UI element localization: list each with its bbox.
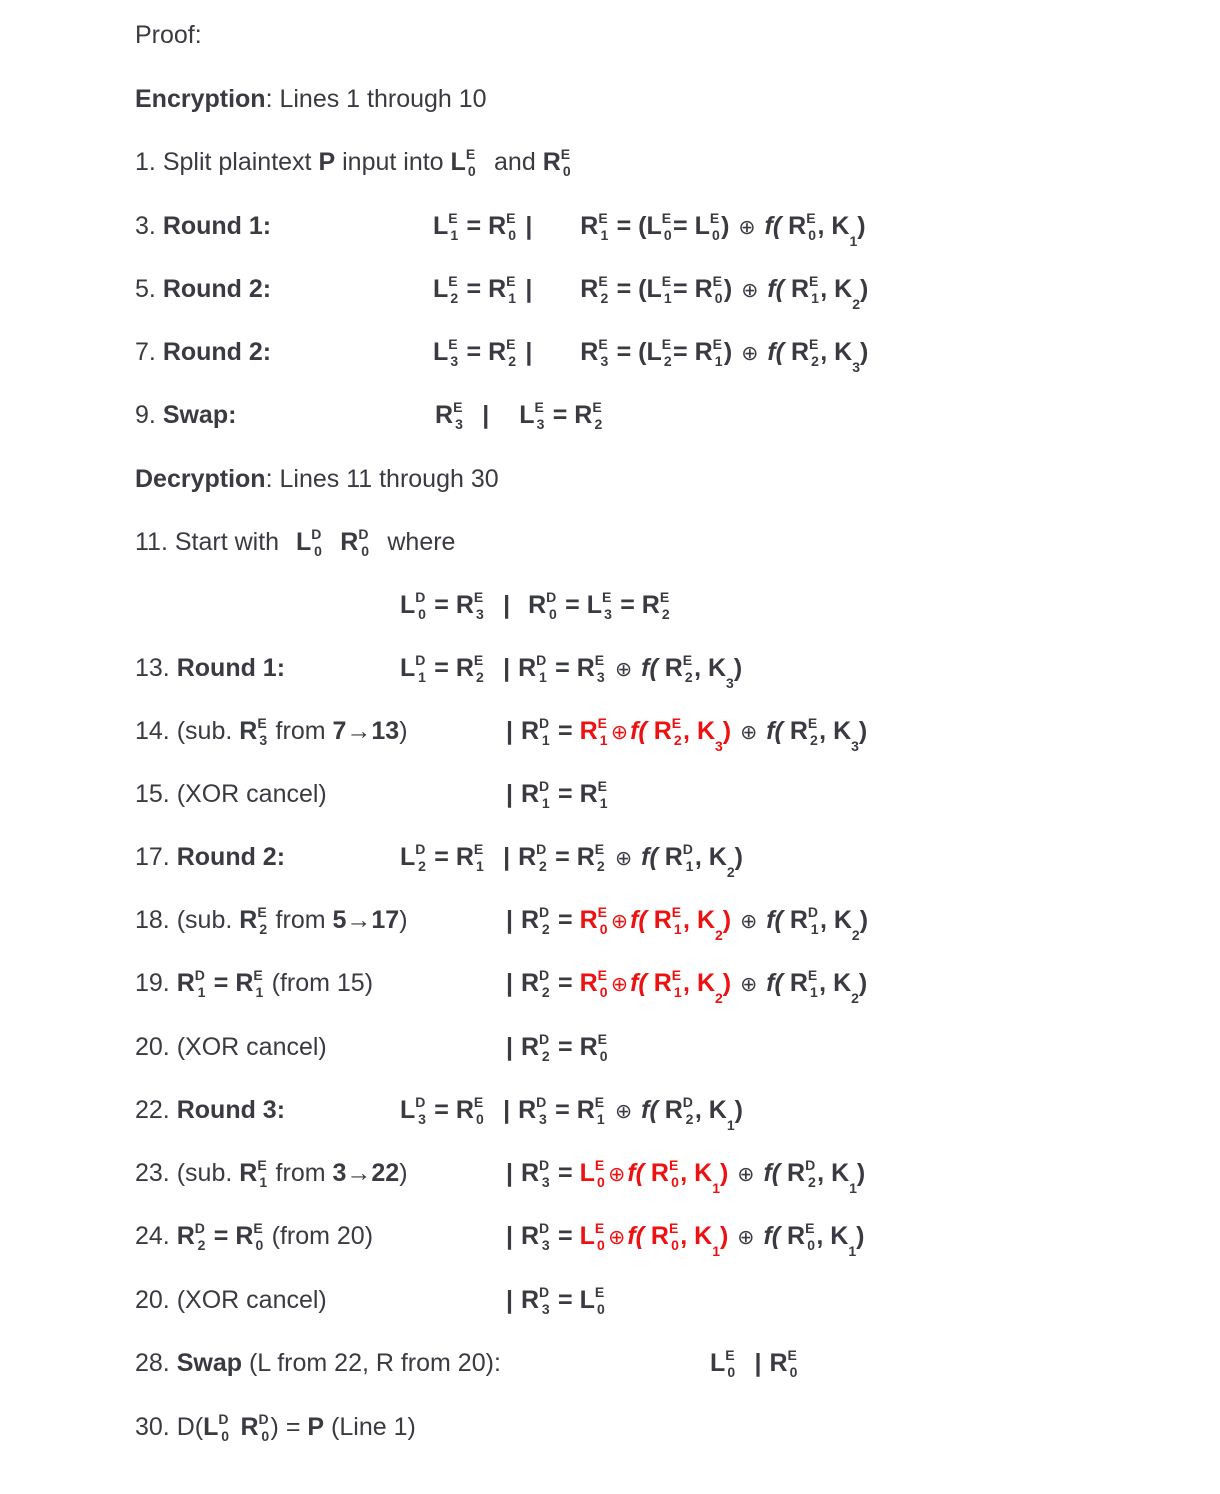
line-19-substituted-expression: $R^E_0$ ⊕f( $R^E_1$, $K_2$)	[579, 966, 732, 1006]
line-17-number: 17.	[135, 843, 170, 871]
encryption-range: : Lines 1 through 10	[265, 85, 487, 113]
line-24-substituted-expression: $L^E_0$ ⊕f( $R^E_0$, $K_1$)	[579, 1219, 729, 1259]
line-14-substituted-expression: $R^E_1$ ⊕f( $R^E_2$, $K_3$)	[579, 714, 732, 754]
line-20a-formula: | $R^D_2 = R^E_0$	[506, 1030, 608, 1065]
line-20b-formula: | $R^D_3 = L^E_0$	[506, 1283, 605, 1318]
line-1-number: 1.	[135, 148, 156, 176]
line-20b-number: 20.	[135, 1286, 170, 1314]
line-1-text-a: Split plaintext	[162, 148, 312, 176]
line-23-substituted-expression: $L^E_0$ ⊕f( $R^E_0$, $K_1$)	[579, 1156, 729, 1196]
line-7-label: Round 2:	[162, 338, 272, 366]
line-24-formula: | $R^D_3 = L^E_0$ ⊕f( $R^E_0$, $K_1$) ⊕ f( $R^E_0$, $K_1$)	[506, 1219, 865, 1259]
line-19-note: (from 15)	[271, 969, 374, 997]
line-9-formula: $R^E_3$ | $L^E_3 = R^E_2$	[435, 398, 603, 433]
line-24-note: (from 20)	[271, 1222, 374, 1250]
decryption-section-heading	[135, 456, 1200, 502]
line-28-formula: $L^E_0$ | $R^E_0$	[710, 1346, 798, 1381]
proof-line-24: 24. $R^D_2 = R^E_0$ (from 20) | $R^D_3 = L^E_0$ ⊕f( $R^E_0$, $K_1$) ⊕ f( $R^E_0$, $K_1$)	[135, 1213, 1200, 1259]
line-7-formula: $L^E_3 = R^E_2$ | $R^E_3 = (L^E_2= R^E_1)$ ⊕ f( $R^E_2$, $K_3$)	[433, 335, 869, 375]
proof-line-11	[135, 519, 1200, 565]
line-14-number: 14.	[135, 717, 170, 745]
line-15-label: (XOR cancel)	[176, 780, 327, 808]
line-22-label: Round 3:	[176, 1096, 286, 1124]
line-24-lhs-var: $R^D_2$	[176, 1219, 206, 1254]
proof-line-15	[135, 771, 1200, 817]
line-11-var-RD0: $R^D_0$	[340, 525, 370, 560]
decryption-range: : Lines 11 through 30	[265, 465, 499, 493]
line-1-text-b: input into	[342, 148, 444, 176]
line-5-formula: $L^E_2 = R^E_1$ | $R^E_2 = (L^E_1= R^E_0)$ ⊕ f( $R^E_1$, $K_2$)	[433, 272, 869, 312]
proof-heading-text: Proof:	[135, 21, 202, 49]
encryption-section-heading	[135, 76, 1200, 122]
line-18-from: from	[275, 906, 326, 934]
line-19-lhs-var: $R^D_1$	[176, 966, 206, 1001]
proof-line-14	[135, 708, 1200, 754]
proof-line-23	[135, 1150, 1200, 1196]
line-19-rhs-var: $R^E_1$	[235, 966, 264, 1001]
line-28-swap-label: Swap	[176, 1349, 243, 1377]
proof-line-30	[135, 1404, 1200, 1450]
line-18-sub-close: )	[399, 906, 408, 934]
line-13-label: Round 1:	[176, 654, 286, 682]
line-22-formula: $L^D_3 = R^E_0$ | $R^D_3 = R^E_1$ ⊕ f( $R^D_2$, $K_1$)	[400, 1093, 743, 1133]
line-15-number: 15.	[135, 780, 170, 808]
line-1-var-RE0: $R^E_0$	[542, 145, 571, 180]
line-15-formula: | $R^D_1 = R^E_1$	[506, 777, 608, 812]
proof-line-7	[135, 329, 1200, 375]
line-17-formula: $L^D_2 = R^E_1$ | $R^D_2 = R^E_2$ ⊕ f( $R^D_1$, $K_2$)	[400, 840, 743, 880]
line-23-number: 23.	[135, 1159, 170, 1187]
decryption-label: Decryption	[135, 465, 266, 493]
line-18-substituted-expression: $R^E_0$ ⊕f( $R^E_1$, $K_2$)	[579, 903, 732, 943]
line-23-sub-var: $R^E_1$	[239, 1156, 268, 1191]
proof-line-22	[135, 1087, 1200, 1133]
line-7-number: 7.	[135, 338, 156, 366]
line-14-sub-var: $R^E_3$	[239, 714, 268, 749]
proof-heading	[135, 12, 1200, 58]
line-24-rhs-var: $R^E_0$	[235, 1219, 264, 1254]
line-23-sub-open: (sub.	[176, 1159, 233, 1187]
line-30-note: (Line 1)	[331, 1413, 416, 1441]
line-18-sub-open: (sub.	[176, 906, 233, 934]
line-18-ref: 5→17	[332, 906, 400, 934]
proof-line-1	[135, 139, 1200, 185]
line-14-sub-close: )	[399, 717, 408, 745]
proof-line-13	[135, 645, 1200, 691]
line-30-decrypt-open: D(	[176, 1413, 204, 1441]
line-20b-label: (XOR cancel)	[176, 1286, 327, 1314]
line-28-number: 28.	[135, 1349, 170, 1377]
line-1-var-LE0: $L^E_0$	[450, 145, 476, 180]
line-30-var-LD0: $L^D_0$	[203, 1410, 230, 1445]
proof-line-11-where	[135, 582, 1200, 628]
proof-line-17	[135, 834, 1200, 880]
proof-line-20-second	[135, 1277, 1200, 1323]
line-19-formula: | $R^D_2 = R^E_0$ ⊕f( $R^E_1$, $K_2$) ⊕ f( $R^E_1$, $K_2$)	[506, 966, 868, 1006]
proof-line-18	[135, 897, 1200, 943]
proof-line-3	[135, 203, 1200, 249]
line-13-number: 13.	[135, 654, 170, 682]
line-20a-label: (XOR cancel)	[176, 1033, 327, 1061]
line-20a-number: 20.	[135, 1033, 170, 1061]
line-24-number: 24.	[135, 1222, 170, 1250]
line-1-text-c: and	[494, 148, 536, 176]
line-9-label: Swap:	[162, 401, 237, 429]
line-13-formula: $L^D_1 = R^E_2$ | $R^D_1 = R^E_3$ ⊕ f( $R^E_2$, $K_3$)	[400, 651, 743, 691]
line-14-formula: | $R^D_1 = R^E_1$ ⊕f( $R^E_2$, $K_3$) ⊕ f( $R^E_2$, $K_3$)	[506, 714, 868, 754]
line-18-number: 18.	[135, 906, 170, 934]
line-11-var-LD0: $L^D_0$	[296, 525, 322, 560]
line-30-var-RD0: $R^D_0$	[240, 1410, 270, 1445]
line-30-equals: =	[285, 1413, 301, 1441]
line-23-ref: 3→22	[332, 1159, 400, 1187]
line-9-number: 9.	[135, 401, 156, 429]
line-30-number: 30.	[135, 1413, 170, 1441]
line-5-label: Round 2:	[162, 275, 272, 303]
line-11-where-formula: $L^D_0 = R^E_3$ | $R^D_0 = L^E_3 = R^E_2$	[400, 588, 670, 623]
line-23-formula: | $R^D_3 = L^E_0$ ⊕f( $R^E_0$, $K_1$) ⊕ f( $R^D_2$, $K_1$)	[506, 1156, 866, 1196]
line-28-note: (L from 22, R from 20):	[248, 1349, 501, 1377]
line-22-number: 22.	[135, 1096, 170, 1124]
line-5-number: 5.	[135, 275, 156, 303]
encryption-label: Encryption	[135, 85, 266, 113]
line-3-formula: $L^E_1 = R^E_0$ | $R^E_1 = (L^E_0= L^E_0)$ ⊕ f( $R^E_0$, $K_1$)	[433, 209, 866, 249]
line-14-ref: 7→13	[332, 717, 400, 745]
proof-line-5	[135, 266, 1200, 312]
proof-line-28	[135, 1340, 1200, 1386]
line-1-plaintext-symbol: P	[318, 148, 336, 176]
line-18-sub-var: $R^E_2$	[239, 903, 268, 938]
line-11-number: 11.	[135, 528, 168, 556]
line-14-from: from	[275, 717, 326, 745]
proof-line-19: 19. $R^D_1 = R^E_1$ (from 15) | $R^D_2 = R^E_0$ ⊕f( $R^E_1$, $K_2$) ⊕ f( $R^E_1$, $K_2$)	[135, 960, 1200, 1006]
line-30-plaintext-symbol: P	[307, 1413, 325, 1441]
line-14-sub-open: (sub.	[176, 717, 233, 745]
proof-line-9	[135, 392, 1200, 438]
line-11-text-a: Start with	[174, 528, 280, 556]
line-30-decrypt-close: )	[270, 1413, 279, 1441]
line-23-from: from	[275, 1159, 326, 1187]
line-17-label: Round 2:	[176, 843, 286, 871]
line-11-text-b: where	[387, 528, 456, 556]
line-3-label: Round 1:	[162, 212, 272, 240]
line-18-formula: | $R^D_2 = R^E_0$ ⊕f( $R^E_1$, $K_2$) ⊕ f( $R^D_1$, $K_2$)	[506, 903, 869, 943]
proof-line-20-first	[135, 1024, 1200, 1070]
line-19-number: 19.	[135, 969, 170, 997]
line-23-sub-close: )	[399, 1159, 408, 1187]
line-3-number: 3.	[135, 212, 156, 240]
